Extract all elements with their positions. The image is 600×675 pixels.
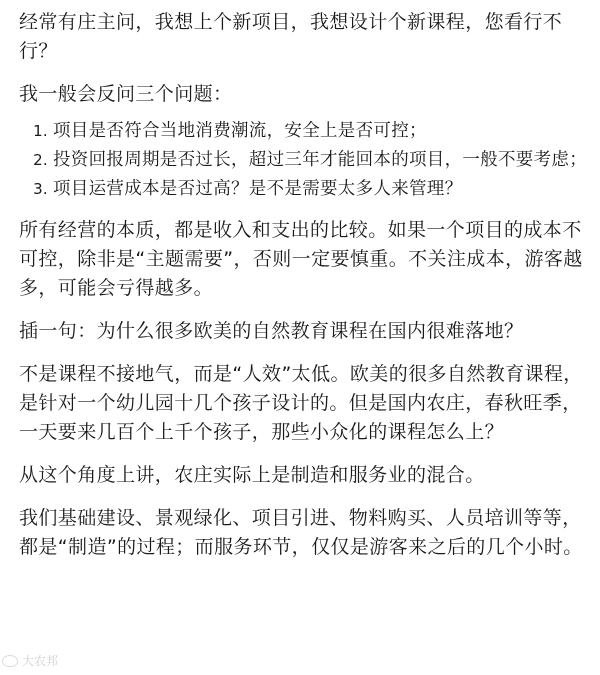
list-item-number: 2.	[33, 151, 48, 169]
paragraph-cost-essence: 所有经营的本质，都是收入和支出的比较。如果一个项目的成本不可控，除非是“主题需要”，否则一定要慎重。不关注成本，游客越多，可能会亏得越多。	[19, 219, 583, 299]
list-item	[19, 146, 591, 175]
list-item-number: 3.	[33, 180, 48, 198]
list-item	[19, 117, 591, 146]
list-item-text: 项目运营成本是否过高？是不是需要太多人来管理？	[53, 179, 463, 199]
list-item	[19, 175, 591, 204]
watermark	[2, 652, 58, 669]
list-item-number: 1.	[33, 122, 48, 140]
list-item-text: 投资回报周期是否过长，超过三年才能回本的项目，一般不要考虑；	[53, 150, 587, 170]
paragraph-manufacturing-service: 从这个角度上讲，农庄实际上是制造和服务业的混合。	[19, 464, 485, 486]
paragraph-aside-question: 插一句：为什么很多欧美的自然教育课程在国内很难落地？	[19, 320, 524, 342]
paragraph-three-questions-lead: 我一般会反问三个问题：	[19, 83, 233, 105]
paragraph-intro-question: 经常有庄主问，我想上个新项目，我想设计个新课程，您看行不行？	[19, 11, 563, 62]
article-body	[19, 8, 591, 576]
questions-list	[19, 117, 591, 204]
list-item-text: 项目是否符合当地消费潮流，安全上是否可控；	[53, 121, 427, 141]
weibo-logo-icon	[2, 655, 18, 667]
paragraph-efficiency: 不是课程不接地气，而是“人效”太低。欧美的很多自然教育课程，是针对一个幼儿园十几个孩子设计的。但是国内农庄，春秋旺季，一天要来几百个上千个孩子，那些小众化的课程怎么上？	[19, 363, 583, 443]
watermark-text: 大农邦	[22, 654, 59, 668]
paragraph-manufacturing-process: 我们基础建设、景观绿化、项目引进、物料购买、人员培训等等，都是“制造”的过程；而服务环节，仅仅是游客来之后的几个小时。	[19, 507, 583, 558]
